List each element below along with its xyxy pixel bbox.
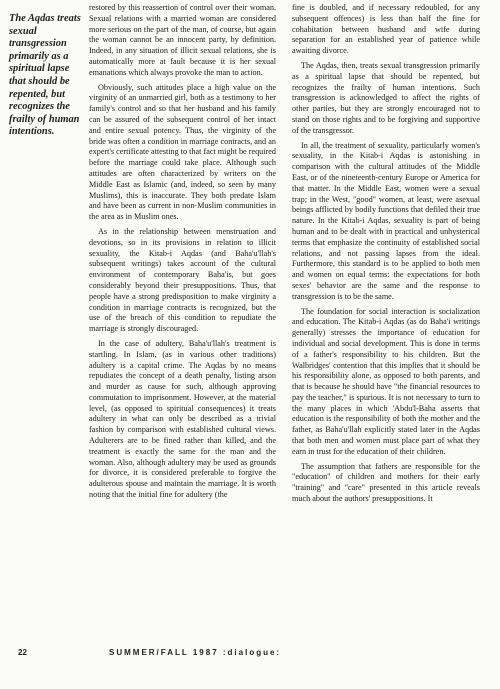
paragraph: In all, the treatment of sexuality, particularly women's sexuality, in the Kitab-i Aqdas is astonishing in comparison with the cultural attitudes of the Middle East, or of the nineteenth-century Europe or America for that matter. In the Middle East, women were a sexual trap; in the West, "good" women, at least, were asexual beings afflicted by bodily functions that defiled their true nature. In the Kitab-i Aqdas, sexuality is part of being human and to be dealt with in practical and unhysterical terms that emphasize the continuity of established social relations, and not passing lapses from the ideal. Furthermore, this standard is to be applied to both men and women on equal terms: the expectations for both sexes' behavior are the same and the response to transgression is to be the same.	[292, 140, 480, 301]
paragraph: fine is doubled, and if necessary redoubled, for any subsequent offences) is less than half the fine for cohabitation between husband and wife during separation for an established year of patience while awaiting divorce.	[292, 3, 480, 56]
paragraph: Obviously, such attitudes place a high value on the virginity of an unmarried girl, both as a testimony to her family's control and so that her husband and his family can be assured of the subsequent control of her intact and entire sexual potency. Thus, the virginity of the bride was often a condition in marriage contracts, and an expert's certificate attesting to that fact might be required before the marriage could take place. Although such attitudes are often characterized by writers on the Middle East as Islamic (and, indeed, so seen by many Muslims), this is inaccurate. They both predate Islam and have been as current in non-Muslim communities in the area as in Muslim ones.	[89, 82, 276, 222]
text-column-right	[292, 3, 480, 505]
paragraph: The assumption that fathers are responsible for the "education" of children and mothers for their early "training" and "care" presented in this article reveals much about the authors' presuppositions. It	[292, 461, 480, 504]
paragraph: The foundation for social interaction is socialization and education. The Kitab-i Aqdas (as do Baha'i writings generally) stresses the importance of education for individual and social development. This is done in terms of a father's responsibility to his children. But the Walbridges' contention that this implies that it should be his responsibility alone, as opposed to both parents, and that is because he should have "the financial resources to pay the teacher," is spurious. It is not necessary to turn to the many places in which 'Abdu'l-Baha asserts that education is the responsibility of both the mother and the father, as Baha'u'llah explicitly stated later in the Aqdas that both men and women must place part of what they earn in trust for the education of their children.	[292, 306, 480, 456]
paragraph: As in the relationship between menstruation and devotions, so in its provisions in relation to illicit sexuality, the Kitab-i Aqdas (and Baha'u'llah's subsequent writings) takes account of the cultural environment of contemporary Baha'is, but goes considerably beyond their presuppositions. Thus, that people have a strong predisposition to make virginity a condition in marriage contracts is recognized, but the use of the breach of this condition to repudiate the marriage is strongly discouraged.	[89, 226, 276, 334]
paragraph: The Aqdas, then, treats sexual transgression primarily as a spiritual lapse that should be repented, but recognizes the frailty of human intentions. Such transgression is acknowledged to affect the rights of other parties, but they are strongly encouraged not to stand on those rights and to be forgiving and supportive of the transgressor.	[292, 60, 480, 135]
paragraph: restored by this reassertion of control over their woman. Sexual relations with a married woman are considered more serious on the part of the man, of course, but again the woman cannot be an innocent party, by definition. Indeed, in any situation of illicit sexual relations, she is automatically more at fault because it is her sexual emanations which always provoke the man to action.	[89, 3, 276, 77]
running-title: SUMMER/FALL 1987 :dialogue:	[109, 648, 282, 657]
pull-quote: The Aqdas treats sexual transgression primarily as a spiritual lapse that should be repented, but recognizes the frailty of human intentions.	[9, 13, 81, 138]
text-column-left	[89, 3, 276, 501]
page-number: 22	[18, 648, 27, 657]
paragraph: In the case of adultery, Baha'u'llah's treatment is startling. In Islam, (as in various other traditions) adultery is a capital crime. The Aqdas by no means repudiates the concept of a death penalty, listing arson and murder as cause for such, although approving commutation to imprisonment. However, at the material level, (as opposed to spiritual consequences) it treats adultery in what can only be described as a trivial fashion by comparison with established cultural views. Adulterers are to be fined rather than killed, and the treatment is exactly the same for the man and the woman. Also, although adultery may be used as grounds for divorce, it is considered preferable to forgive the adulterous spouse and maintain the marriage. It is worth noting that the initial fine for adultery (the	[89, 338, 276, 500]
